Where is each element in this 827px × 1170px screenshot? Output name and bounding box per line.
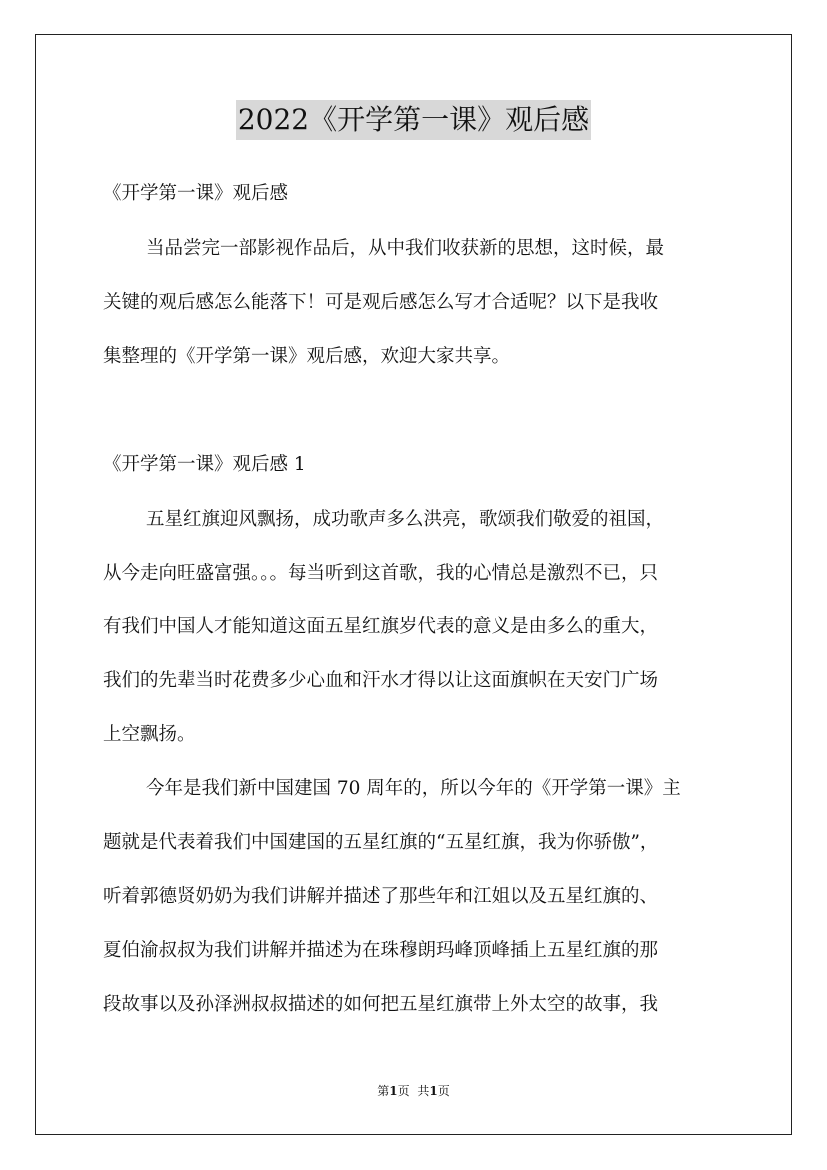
footer-page-prefix: 第	[377, 1084, 390, 1098]
footer-page-number: 1	[389, 1084, 398, 1098]
footer-total-number: 1	[429, 1084, 438, 1098]
paragraph2-line-4: 夏伯渝叔叔为我们讲解并描述为在珠穆朗玛峰顶峰插上五星红旗的那	[103, 940, 659, 961]
paragraph1-line-1: 五星红旗迎风飘扬，成功歌声多么洪亮，歌颂我们敬爱的祖国，	[146, 509, 665, 530]
paragraph2-line-1: 今年是我们新中国建国 70 周年的，所以今年的《开学第一课》主	[146, 778, 681, 799]
intro-line-1: 当品尝完一部影视作品后，从中我们收获新的思想，这时候，最	[146, 238, 665, 259]
paragraph2-line-5: 段故事以及孙泽洲叔叔描述的如何把五星红旗带上外太空的故事，我	[103, 994, 659, 1015]
paragraph2-line-2: 题就是代表着我们中国建国的五星红旗的“五星红旗，我为你骄傲”，	[103, 832, 659, 853]
intro-line-3: 集整理的《开学第一课》观后感，欢迎大家共享。	[103, 346, 511, 367]
page-footer	[0, 1083, 827, 1099]
paragraph1-line-4: 我们的先辈当时花费多少心血和汗水才得以让这面旗帜在天安门广场	[103, 670, 659, 691]
document-subtitle: 《开学第一课》观后感	[103, 183, 289, 204]
title-container	[0, 100, 827, 140]
paragraph2-line-3: 听着郭德贤奶奶为我们讲解并描述了那些年和江姐以及五星红旗的、	[103, 886, 659, 907]
paragraph1-line-2: 从今走向旺盛富强。。。每当听到这首歌，我的心情总是激烈不已，只	[103, 563, 659, 584]
document-title: 2022《开学第一课》观后感	[236, 100, 591, 140]
section-heading: 《开学第一课》观后感 1	[103, 454, 306, 475]
paragraph1-line-5: 上空飘扬。	[103, 724, 196, 745]
footer-total-suffix: 页	[437, 1084, 450, 1098]
intro-line-2: 关键的观后感怎么能落下！可是观后感怎么写才合适呢？以下是我收	[103, 292, 659, 313]
footer-total-prefix: 共	[417, 1084, 430, 1098]
paragraph1-line-3: 有我们中国人才能知道这面五星红旗岁代表的意义是由多么的重大，	[103, 616, 659, 637]
footer-page-suffix: 页	[397, 1084, 410, 1098]
